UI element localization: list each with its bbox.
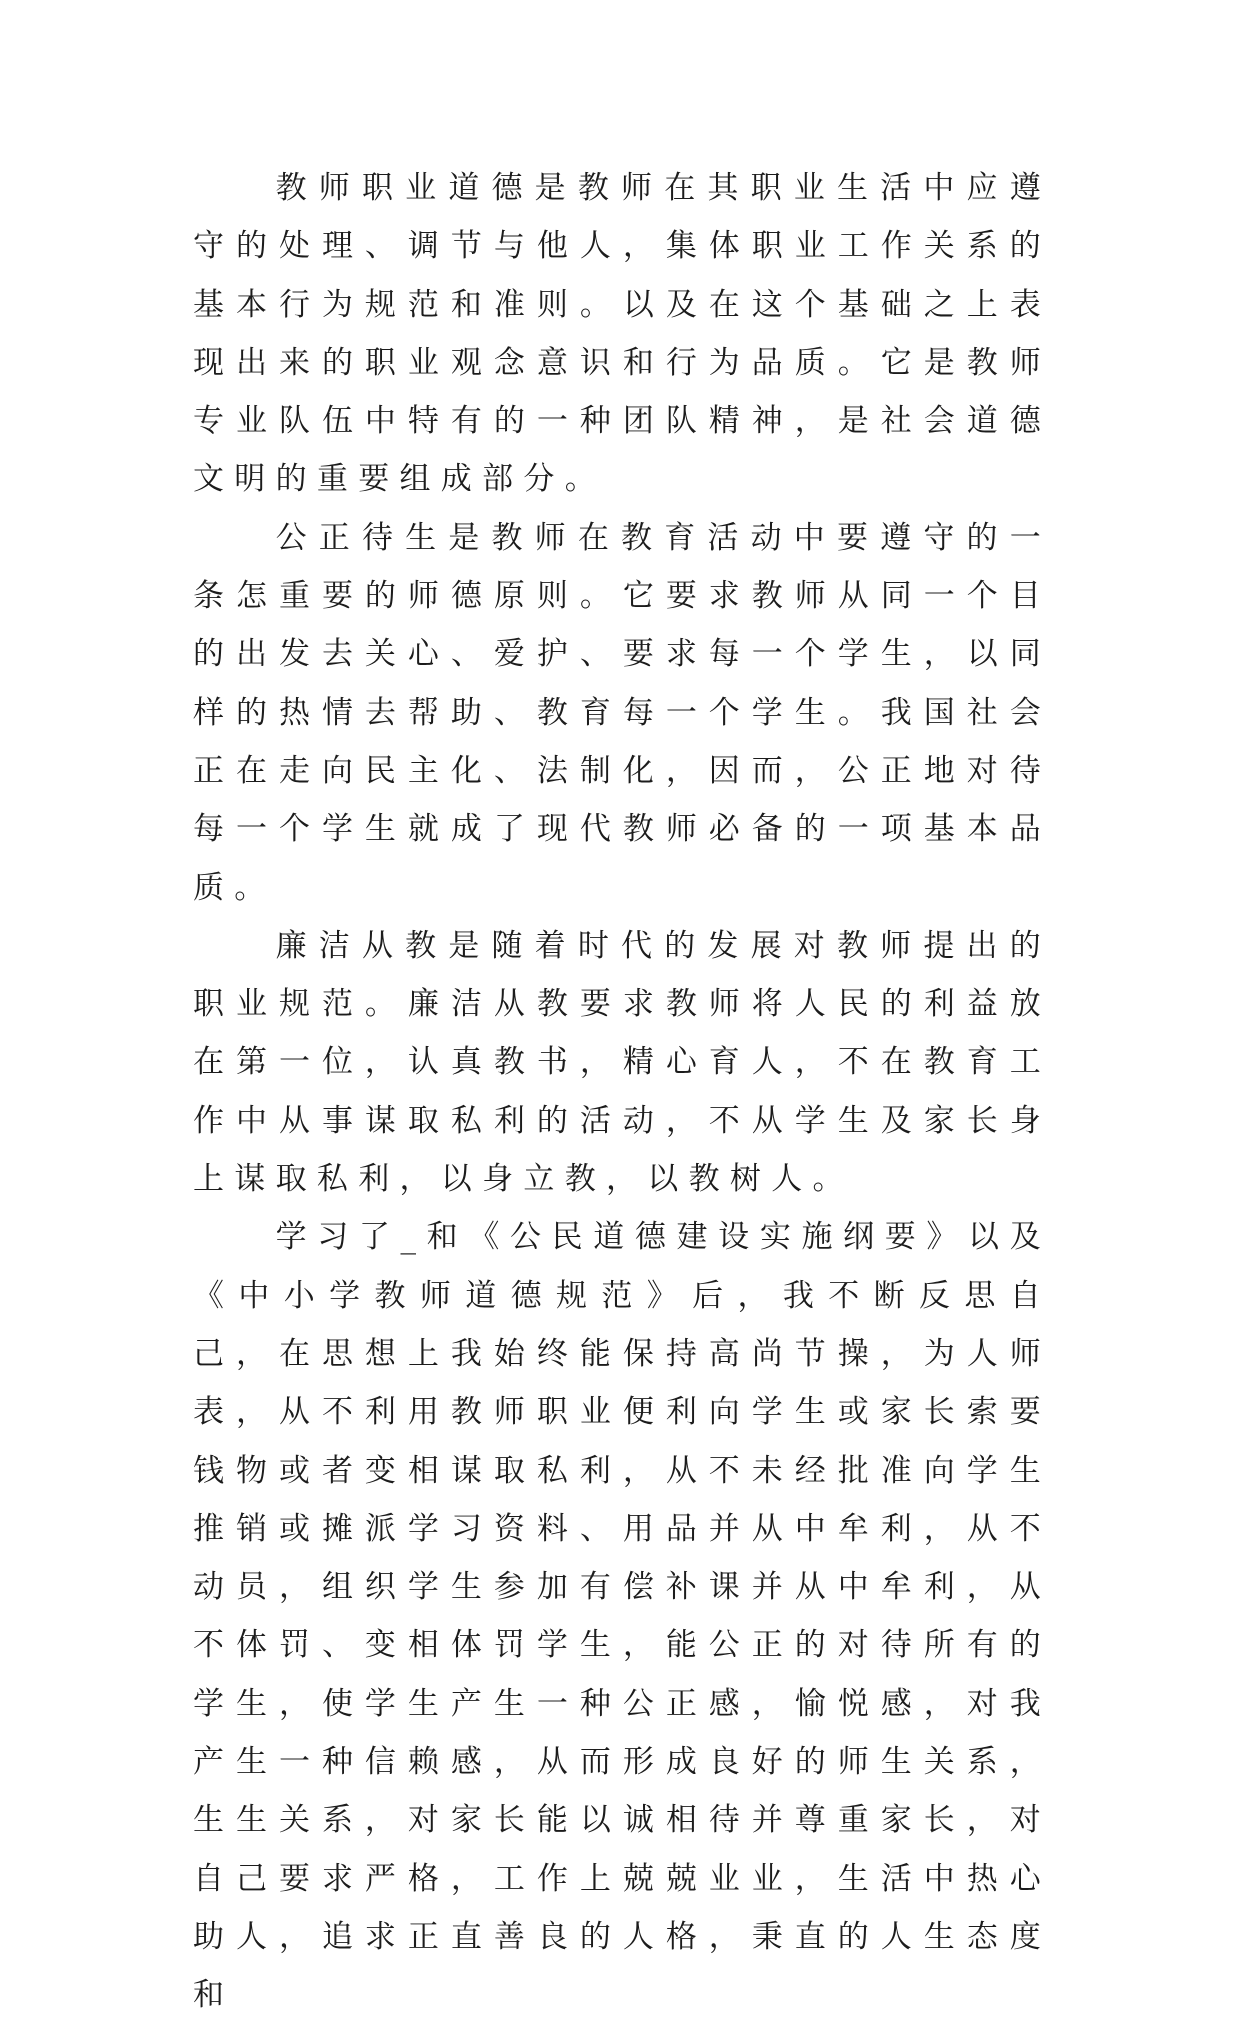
document-body [193, 159, 1051, 2025]
paragraph-fair-treatment: 公正待生是教师在教育活动中要遵守的一条怎重要的师德原则。它要求教师从同一个目的出发去关心、爱护、要求每一个学生，以同样的热情去帮助、教育每一个学生。我国社会正在走向民主化、法制化，因而，公正地对待每一个学生就成了现代教师必备的一项基本品质。 [193, 519, 1051, 906]
paragraph-integrity: 廉洁从教是随着时代的发展对教师提出的职业规范。廉洁从教要求教师将人民的利益放在第一位，认真教书，精心育人，不在教育工作中从事谋取私利的活动，不从学生及家长身上谋取私利，以身立教，以教树人。 [193, 927, 1051, 1198]
paragraph-teacher-ethics-definition: 教师职业道德是教师在其职业生活中应遵守的处理、调节与他人，集体职业工作关系的基本行为规范和准则。以及在这个基础之上表现出来的职业观念意识和行为品质。它是教师专业队伍中特有的一种团队精神，是社会道德文明的重要组成部分。 [193, 170, 1051, 498]
paragraph-self-reflection: 学习了_和《公民道德建设实施纲要》以及《中小学教师道德规范》后，我不断反思自己，在思想上我始终能保持高尚节操，为人师表，从不利用教师职业便利向学生或家长索要钱物或者变相谋取私利，从不未经批准向学生推销或摊派学习资料、用品并从中牟利，从不动员，组织学生参加有偿补课并从中牟利，从不体罚、变相体罚学生，能公正的对待所有的学生，使学生产生一种公正感，愉悦感，对我产生一种信赖感，从而形成良好的师生关系，生生关系，对家长能以诚相待并尊重家长，对自己要求严格，工作上兢兢业业，生活中热心助人，追求正直善良的人格，秉直的人生态度和 [193, 1219, 1051, 2014]
